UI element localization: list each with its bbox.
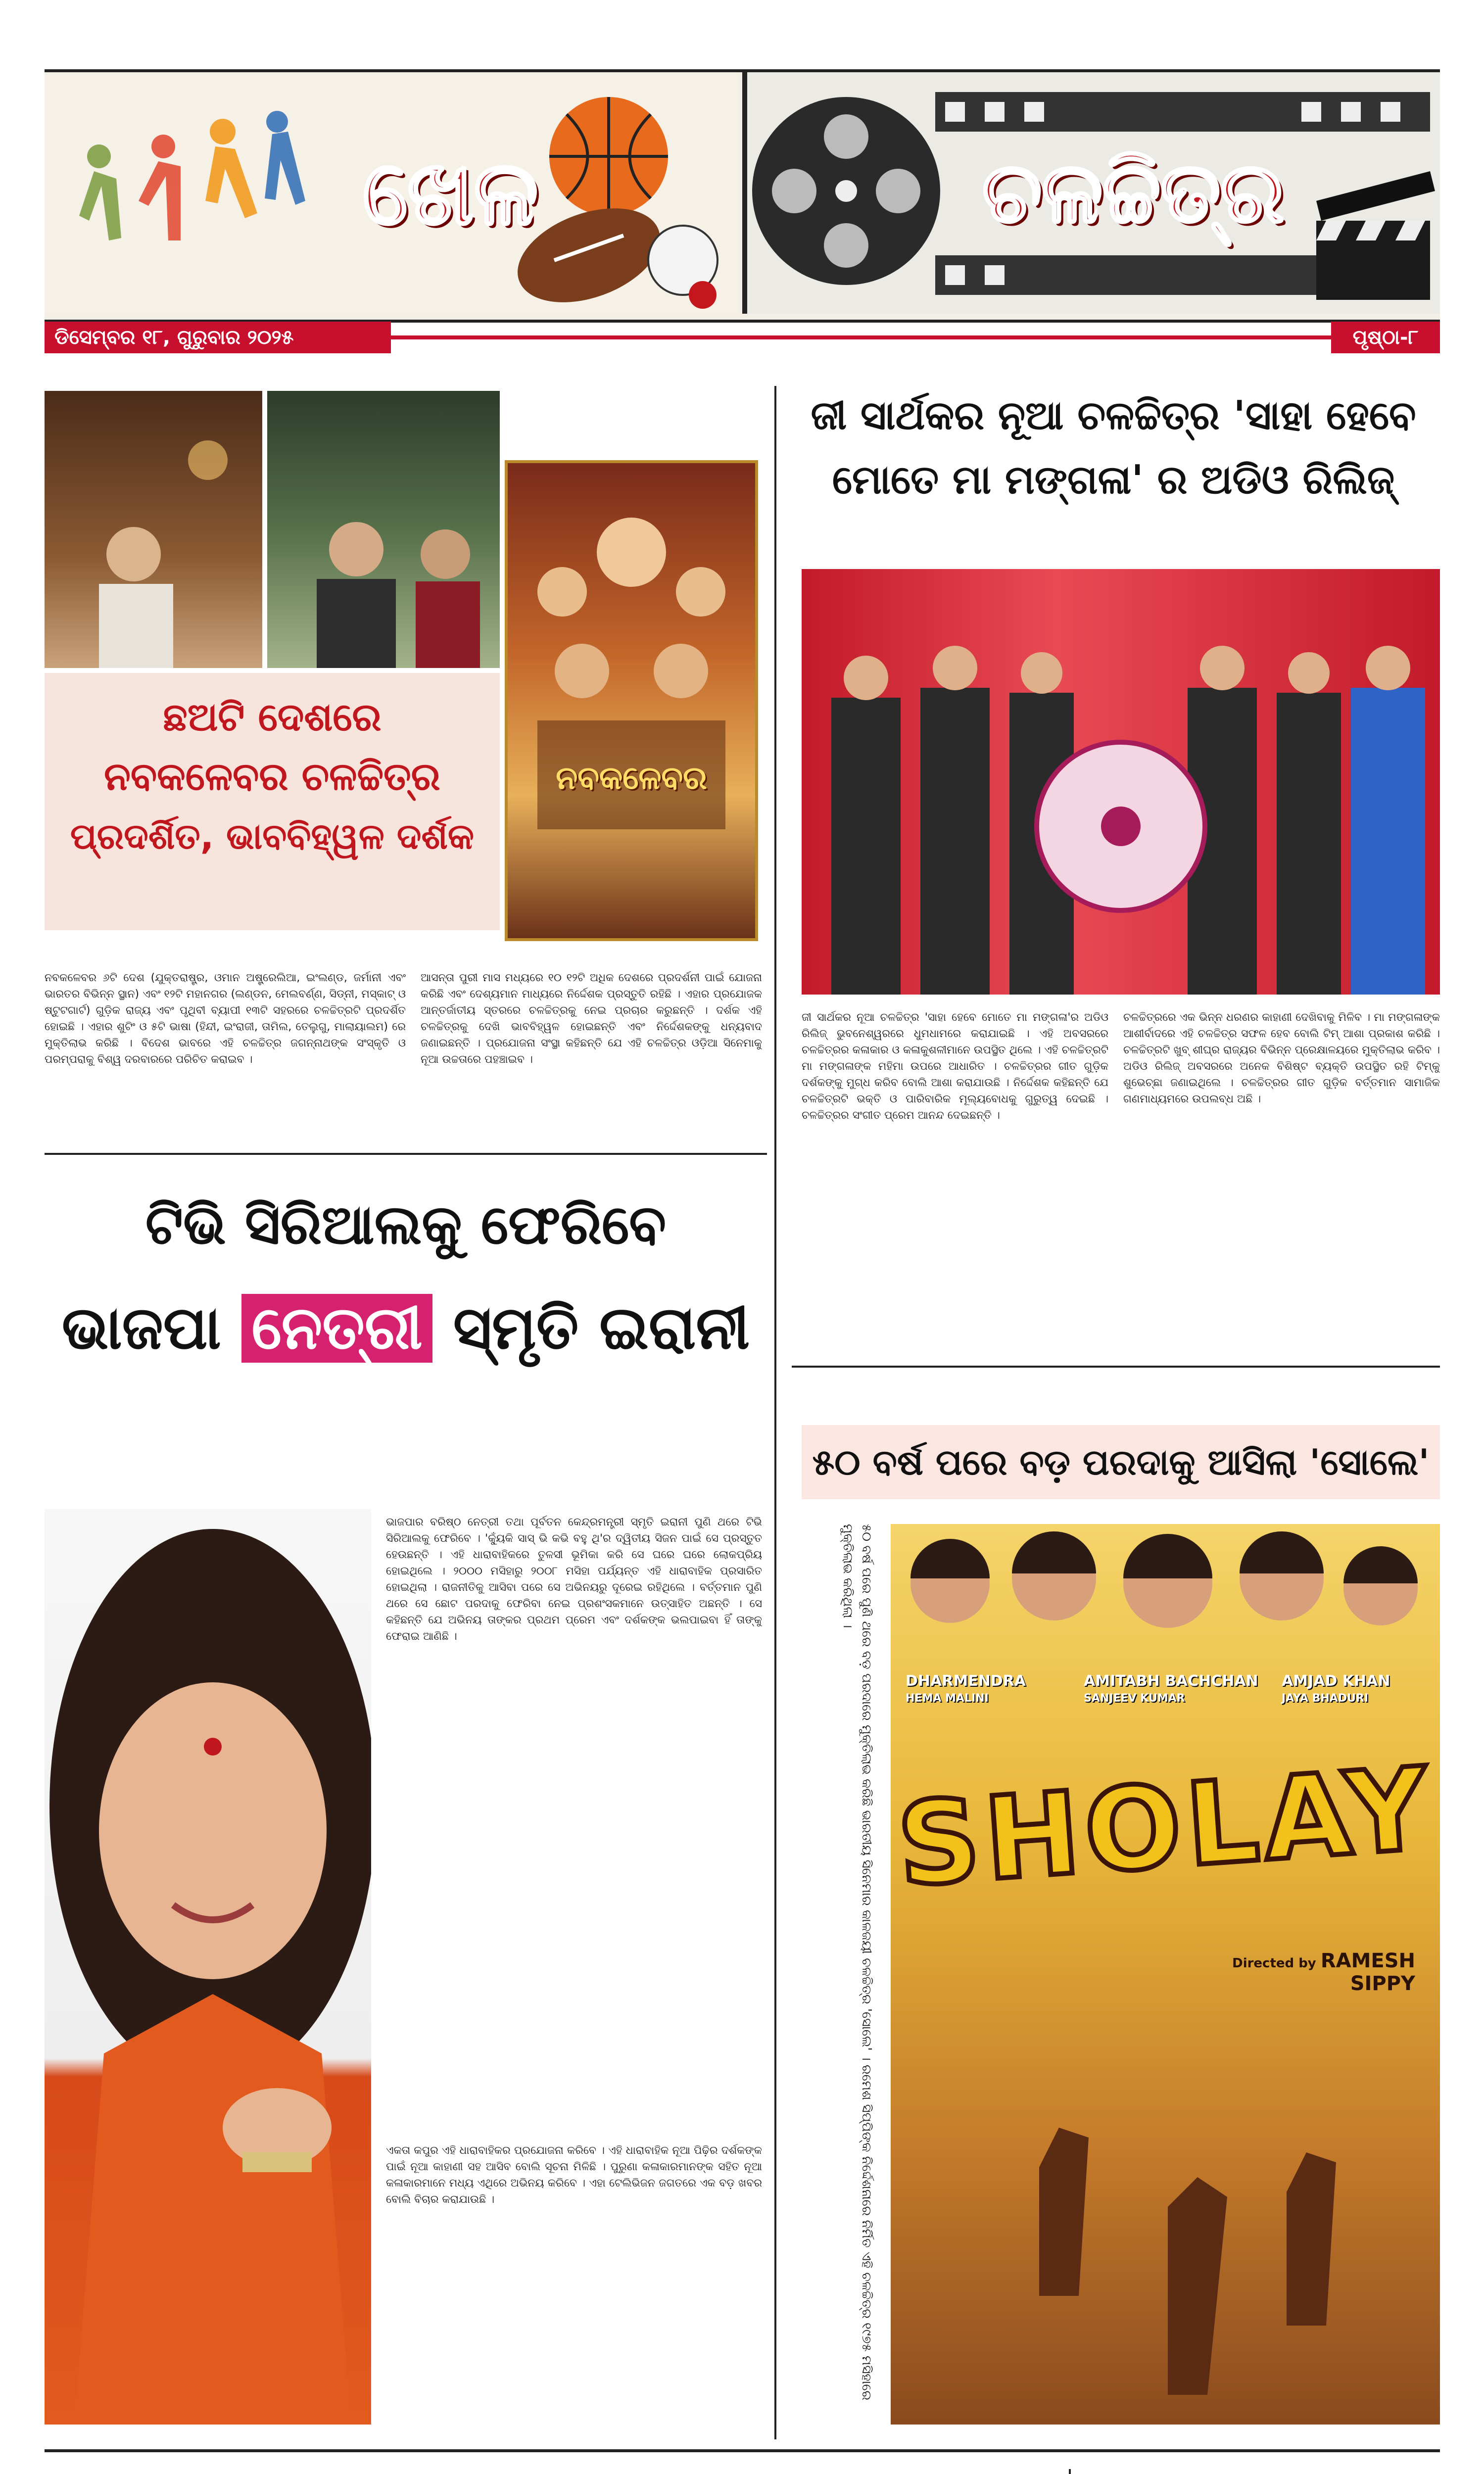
nabakalebara-body-col2: ଆସନ୍ତା ପୁରୀ ମାସ ମଧ୍ୟରେ ୧୦ ୧୨ଟି ଅଧିକ ଦେଶରେ ପ୍ରଦର୍ଶନୀ ପାଇଁ ଯୋଜନା କରିଛି ଏବଂ ଦେଶ୍ୟମାନ ମାଧ୍ୟରେ ନିର୍ଦ୍ଦେଶକ ପ୍ରସ୍ତୁତି ରହିଛି । ଏହାର ପ୍ରଯୋଜକ ଆନ୍ତର୍ଜାତୀୟ ସ୍ତରରେ ଚଳଚ୍ଚିତ୍ରକୁ ନେଇ ପ୍ରଚାର କରୁଛନ୍ତି । ଦର୍ଶକ ଏହି ଚଳଚ୍ଚିତ୍ରକୁ ଦେଖି ଭାବବିହ୍ୱଳ ହୋଇଛନ୍ତି ଏବଂ ନିର୍ଦ୍ଦେଶକଙ୍କୁ ଧନ୍ୟବାଦ ଜଣାଇଛନ୍ତି । ପ୍ରଯୋଜନା ସଂସ୍ଥା କହିଛନ୍ତି ଯେ ଏହି ଚଳଚ୍ଚିତ୍ର ଓଡ଼ିଆ ସିନେମାକୁ ନୂଆ ଉଚ୍ଚତାରେ ପହଞ୍ଚାଇବ । xyxy=(421,972,762,1066)
lower-section-rule xyxy=(45,2449,1440,2452)
smriti-headline-post: ସ୍ମୃତି ଇରାନୀ xyxy=(432,1294,750,1363)
smriti-headline-highlight: ନେତ୍ରୀ xyxy=(241,1294,432,1363)
smriti-headline-line2 xyxy=(45,1286,767,1371)
sholay-cast-sub-1: HEMA MALINI xyxy=(906,1692,989,1705)
issue-date: ଡିସେମ୍ବର ୧୮, ଗୁରୁବାର ୨୦୨୫ xyxy=(45,322,391,353)
masthead-divider xyxy=(742,72,747,314)
sholay-cast-2: AMITABH BACHCHAN xyxy=(1084,1672,1258,1690)
poster-title: ନବକଳେବର xyxy=(556,760,707,797)
sholay-headline-box xyxy=(802,1425,1440,1499)
smriti-body-2: ଏକତା କପୁର ଏହି ଧାରାବାହିକର ପ୍ରଯୋଜନା କରିବେ । ଏହି ଧାରାବାହିକ ନୂଆ ପିଢ଼ିର ଦର୍ଶକଙ୍କ ପାଇଁ ନୂଆ କାହାଣୀ ସହ ଆସିବ ବୋଲି ସୂଚନା ମିଳିଛି । ପୁରୁଣା କଳାକାରମାନଙ୍କ ସହିତ ନୂଆ କଳାକାରମାନେ ମଧ୍ୟ ଏଥିରେ ଅଭିନୟ କରିବେ । ଏହା ଟେଲିଭିଜନ ଜଗତରେ ଏକ ବଡ଼ ଖବର ବୋଲି ବିଚାର କରାଯାଉଛି । xyxy=(386,2144,762,2206)
sholay-cast-sub-3: JAYA BHADURI xyxy=(1282,1692,1369,1705)
nabakalebara-headline-line3: ପ୍ରଦର୍ଶିତ, ଭାବବିହ୍ୱଳ ଦର୍ଶକ xyxy=(70,815,475,857)
sholay-headline: ୫୦ ବର୍ଷ ପରେ ବଡ଼ ପରଦାକୁ ଆସିଲା 'ସୋଲେ' xyxy=(812,1441,1430,1483)
saha-body-col1: ଜୀ ସାର୍ଥକର ନୂଆ ଚଳଚ୍ଚିତ୍ର 'ସାହା ହେବେ ମୋତେ ମା ମଙ୍ଗଳା'ର ଅଡିଓ ରିଲିଜ୍ ଭୁବନେଶ୍ୱରରେ ଧୁମଧାମରେ କରାଯାଇଛି । ଏହି ଅବସରରେ ଚଳଚ୍ଚିତ୍ରର କଳାକାର ଓ କଳାକୁଶଳୀମାନେ ଉପସ୍ଥିତ ଥିଲେ । ଏହି ଚଳଚ୍ଚିତ୍ରଟି ମା ମଙ୍ଗଳାଙ୍କ ମହିମା ଉପରେ ଆଧାରିତ । ଚଳଚ୍ଚିତ୍ରର ଗୀତ ଗୁଡ଼ିକ ଦର୍ଶକଙ୍କୁ ମୁଗ୍ଧ କରିବ ବୋଲି ଆଶା କରାଯାଉଛି । ନିର୍ଦ୍ଦେଶକ କହିଛନ୍ତି ଯେ ଚଳଚ୍ଚିତ୍ରଟି ଭକ୍ତି ଓ ପାରିବାରିକ ମୂଲ୍ୟବୋଧକୁ ଗୁରୁତ୍ୱ ଦେଇଛି । ଚଳଚ୍ଚିତ୍ରର ସଂଗୀତ ପ୍ରେମ ଆନନ୍ଦ ଦେଇଛନ୍ତି । xyxy=(802,1011,1108,1122)
column-rule xyxy=(774,386,776,2439)
sholay-cast-3: AMJAD KHAN xyxy=(1282,1672,1390,1690)
date-bar xyxy=(45,322,1440,353)
nabakalebara-headline-line2: ନବକଳେବର ଚଳଚ୍ଚିତ୍ର xyxy=(104,755,440,799)
sholay-poster xyxy=(891,1524,1440,2425)
nabakalebara-poster xyxy=(505,460,758,941)
smriti-irani-photo xyxy=(45,1509,371,2425)
sholay-cast-1: DHARMENDRA xyxy=(906,1672,1026,1690)
audio-release-photo xyxy=(802,569,1440,995)
sholay-director-prefix: Directed by xyxy=(1232,1956,1316,1971)
sholay-director: RAMESH SIPPY xyxy=(1320,1950,1415,1995)
lucknow-headline xyxy=(45,2469,1074,2474)
saha-headline-line2: ମୋତେ ମା ମଙ୍ଗଳା' ର ଅଡିଓ ରିଲିଜ୍ xyxy=(832,457,1395,503)
sholay-vertical-text: ୫୦ ବର୍ଷ ପରେ ପୁଣି ଥରେ ବଡ଼ ପରଦାରେ ମୁକ୍ତିଲାଭ କରିଛି ଭାରତୀୟ ସିନେମାର କାଳଜୟୀ ଚଳଚ୍ଚିତ୍ର 'ସୋଲେ' । ରମେଶ ସିପ୍ପିଙ୍କ ନିର୍ଦ୍ଦେଶନାରେ ନିର୍ମିତ ଏହି ଚଳଚ୍ଚିତ୍ର ୧୯୭୫ ମସିହାରେ ମୁକ୍ତିଲାଭ କରିଥିଲା । xyxy=(840,1524,874,2401)
masthead xyxy=(45,69,1440,323)
cinema-section-title: ଚଳଚ୍ଚିତ୍ର xyxy=(982,144,1285,242)
saha-headline-line1: ଜୀ ସାର୍ଥକର ନୂଆ ଚଳଚ୍ଚିତ୍ର 'ସାହା ହେବେ xyxy=(811,392,1416,438)
sholay-poster-title: SHOLAY xyxy=(893,1743,1437,1912)
saha-body-col2: ଚଳଚ୍ଚିତ୍ରରେ ଏକ ଭିନ୍ନ ଧରଣର କାହାଣୀ ଦେଖିବାକୁ ମିଳିବ । ମା ମଙ୍ଗଳାଙ୍କ ଆଶୀର୍ବାଦରେ ଏହି ଚଳଚ୍ଚିତ୍ର ସଫଳ ହେବ ବୋଲି ଟିମ୍ ଆଶା ପ୍ରକାଶ କରିଛି । ଚଳଚ୍ଚିତ୍ରଟି ଖୁବ୍ ଶୀଘ୍ର ରାଜ୍ୟର ବିଭିନ୍ନ ପ୍ରେକ୍ଷାଳୟରେ ମୁକ୍ତିଲାଭ କରିବ । ଅଡିଓ ରିଲିଜ୍ ଅବସରରେ ଅନେକ ବିଶିଷ୍ଟ ବ୍ୟକ୍ତି ଉପସ୍ଥିତ ରହି ଟିମ୍‌କୁ ଶୁଭେଚ୍ଛା ଜଣାଇଥିଲେ । ଚଳଚ୍ଚିତ୍ରର ଗୀତ ଗୁଡ଼ିକ ବର୍ତ୍ତମାନ ସାମାଜିକ ଗଣମାଧ୍ୟମରେ ଉପଲବ୍ଧ ଅଛି । xyxy=(1123,1011,1440,1105)
sports-section-title: ଖେଳ xyxy=(362,141,538,245)
nabakalebara-body-col1: ନବକଳେବର ୬ଟି ଦେଶ (ଯୁକ୍ତରାଷ୍ଟ୍ର, ଓମାନ ଅଷ୍ଟ୍ରେଲିଆ, ଇଂଲଣ୍ଡ, ଜର୍ମାନୀ ଏବଂ ଭାରତର ବିଭିନ୍ନ ସ୍ଥାନ) ଏବଂ ୧୨ଟି ମହାନଗର (ଲଣ୍ଡନ, ମେଲବର୍ଣ୍ଣ, ସିଡ୍ନୀ, ମସ୍କାଟ୍ ଓ ଷ୍ଟୁଟଗାର୍ଟ) ଗୁଡ଼ିକ ରାଜ୍ୟ ଏବଂ ପୃଥିବୀ ବ୍ୟାପୀ ୧୩ଟି ସହରରେ ଚଳଚ୍ଚିତ୍ରଟି ପ୍ରଦର୍ଶିତ ହୋଇଛି । ଏହାର ଶୁଟିଂ ଓ ୫ଟି ଭାଷା (ହିନ୍ଦୀ, ଇଂରାଜୀ, ତାମିଲ, ତେଲୁଗୁ, ମାଲାୟାଲମ) ରେ ମୁକ୍ତିଲାଭ କରିଛି । ବିଦେଶ ଭାବରେ ଏହି ଚଳଚ୍ଚିତ୍ର ଜଗନ୍ନାଥଙ୍କ ସଂସ୍କୃତି ଓ ପରମ୍ପରାକୁ ବିଶ୍ୱ ଦରବାରରେ ପରିଚିତ କରାଇବ । xyxy=(45,972,406,1066)
nabakalebara-headline-line1: ଛଅଟି ଦେଶରେ xyxy=(163,695,382,740)
sholay-director-label xyxy=(1168,1950,1415,1995)
messi-column-rule xyxy=(1069,2469,1071,2474)
event-photo-1 xyxy=(45,391,262,668)
event-photo-2 xyxy=(267,391,500,668)
sholay-cast-sub-2: SANJEEV KUMAR xyxy=(1084,1692,1185,1705)
smriti-headline-pre: ଭାଜପା xyxy=(61,1294,242,1363)
smriti-top-rule xyxy=(45,1153,767,1155)
smriti-body: ଭାଜପାର ବରିଷ୍ଠ ନେତ୍ରୀ ତଥା ପୂର୍ବତନ କେନ୍ଦ୍ରମନ୍ତ୍ରୀ ସ୍ମୃତି ଇରାନୀ ପୁଣି ଥରେ ଟିଭି ସିରିଆଲକୁ ଫେରିବେ । 'କ୍ୟୁଁକି ସାସ୍ ଭି କଭି ବହୁ ଥି'ର ଦ୍ୱିତୀୟ ସିଜନ ପାଇଁ ସେ ପ୍ରସ୍ତୁତ ହେଉଛନ୍ତି । ଏହି ଧାରାବାହିକରେ ତୁଳସୀ ଭୂମିକା କରି ସେ ଘରେ ଘରେ ଲୋକପ୍ରିୟ ହୋଇଥିଲେ । ୨୦୦୦ ମସିହାରୁ ୨୦୦୮ ମସିହା ପର୍ଯ୍ୟନ୍ତ ଏହି ଧାରାବାହିକ ପ୍ରସାରିତ ହୋଇଥିଲା । ରାଜନୀତିକୁ ଆସିବା ପରେ ସେ ଅଭିନୟରୁ ଦୂରେଇ ରହିଥିଲେ । ବର୍ତ୍ତମାନ ପୁଣି ଥରେ ସେ ଛୋଟ ପରଦାକୁ ଫେରିବା ନେଇ ପ୍ରଶଂସକମାନେ ଉତ୍ସାହିତ ଅଛନ୍ତି । ସେ କହିଛନ୍ତି ଯେ ଅଭିନୟ ତାଙ୍କର ପ୍ରଥମ ପ୍ରେମ ଏବଂ ଦର୍ଶକଙ୍କ ଭଲପାଇବା ହିଁ ତାଙ୍କୁ ଫେରାଇ ଆଣିଛି । xyxy=(386,1516,762,1643)
page-number: ପୃଷ୍ଠା-୮ xyxy=(1331,322,1440,353)
date-bar-rule xyxy=(391,335,1331,339)
sholay-top-rule xyxy=(792,1366,1440,1368)
nabakalebara-headline-box xyxy=(45,673,500,930)
smriti-headline-line1: ଟିଭି ସିରିଆଲକୁ ଫେରିବେ xyxy=(145,1193,667,1256)
